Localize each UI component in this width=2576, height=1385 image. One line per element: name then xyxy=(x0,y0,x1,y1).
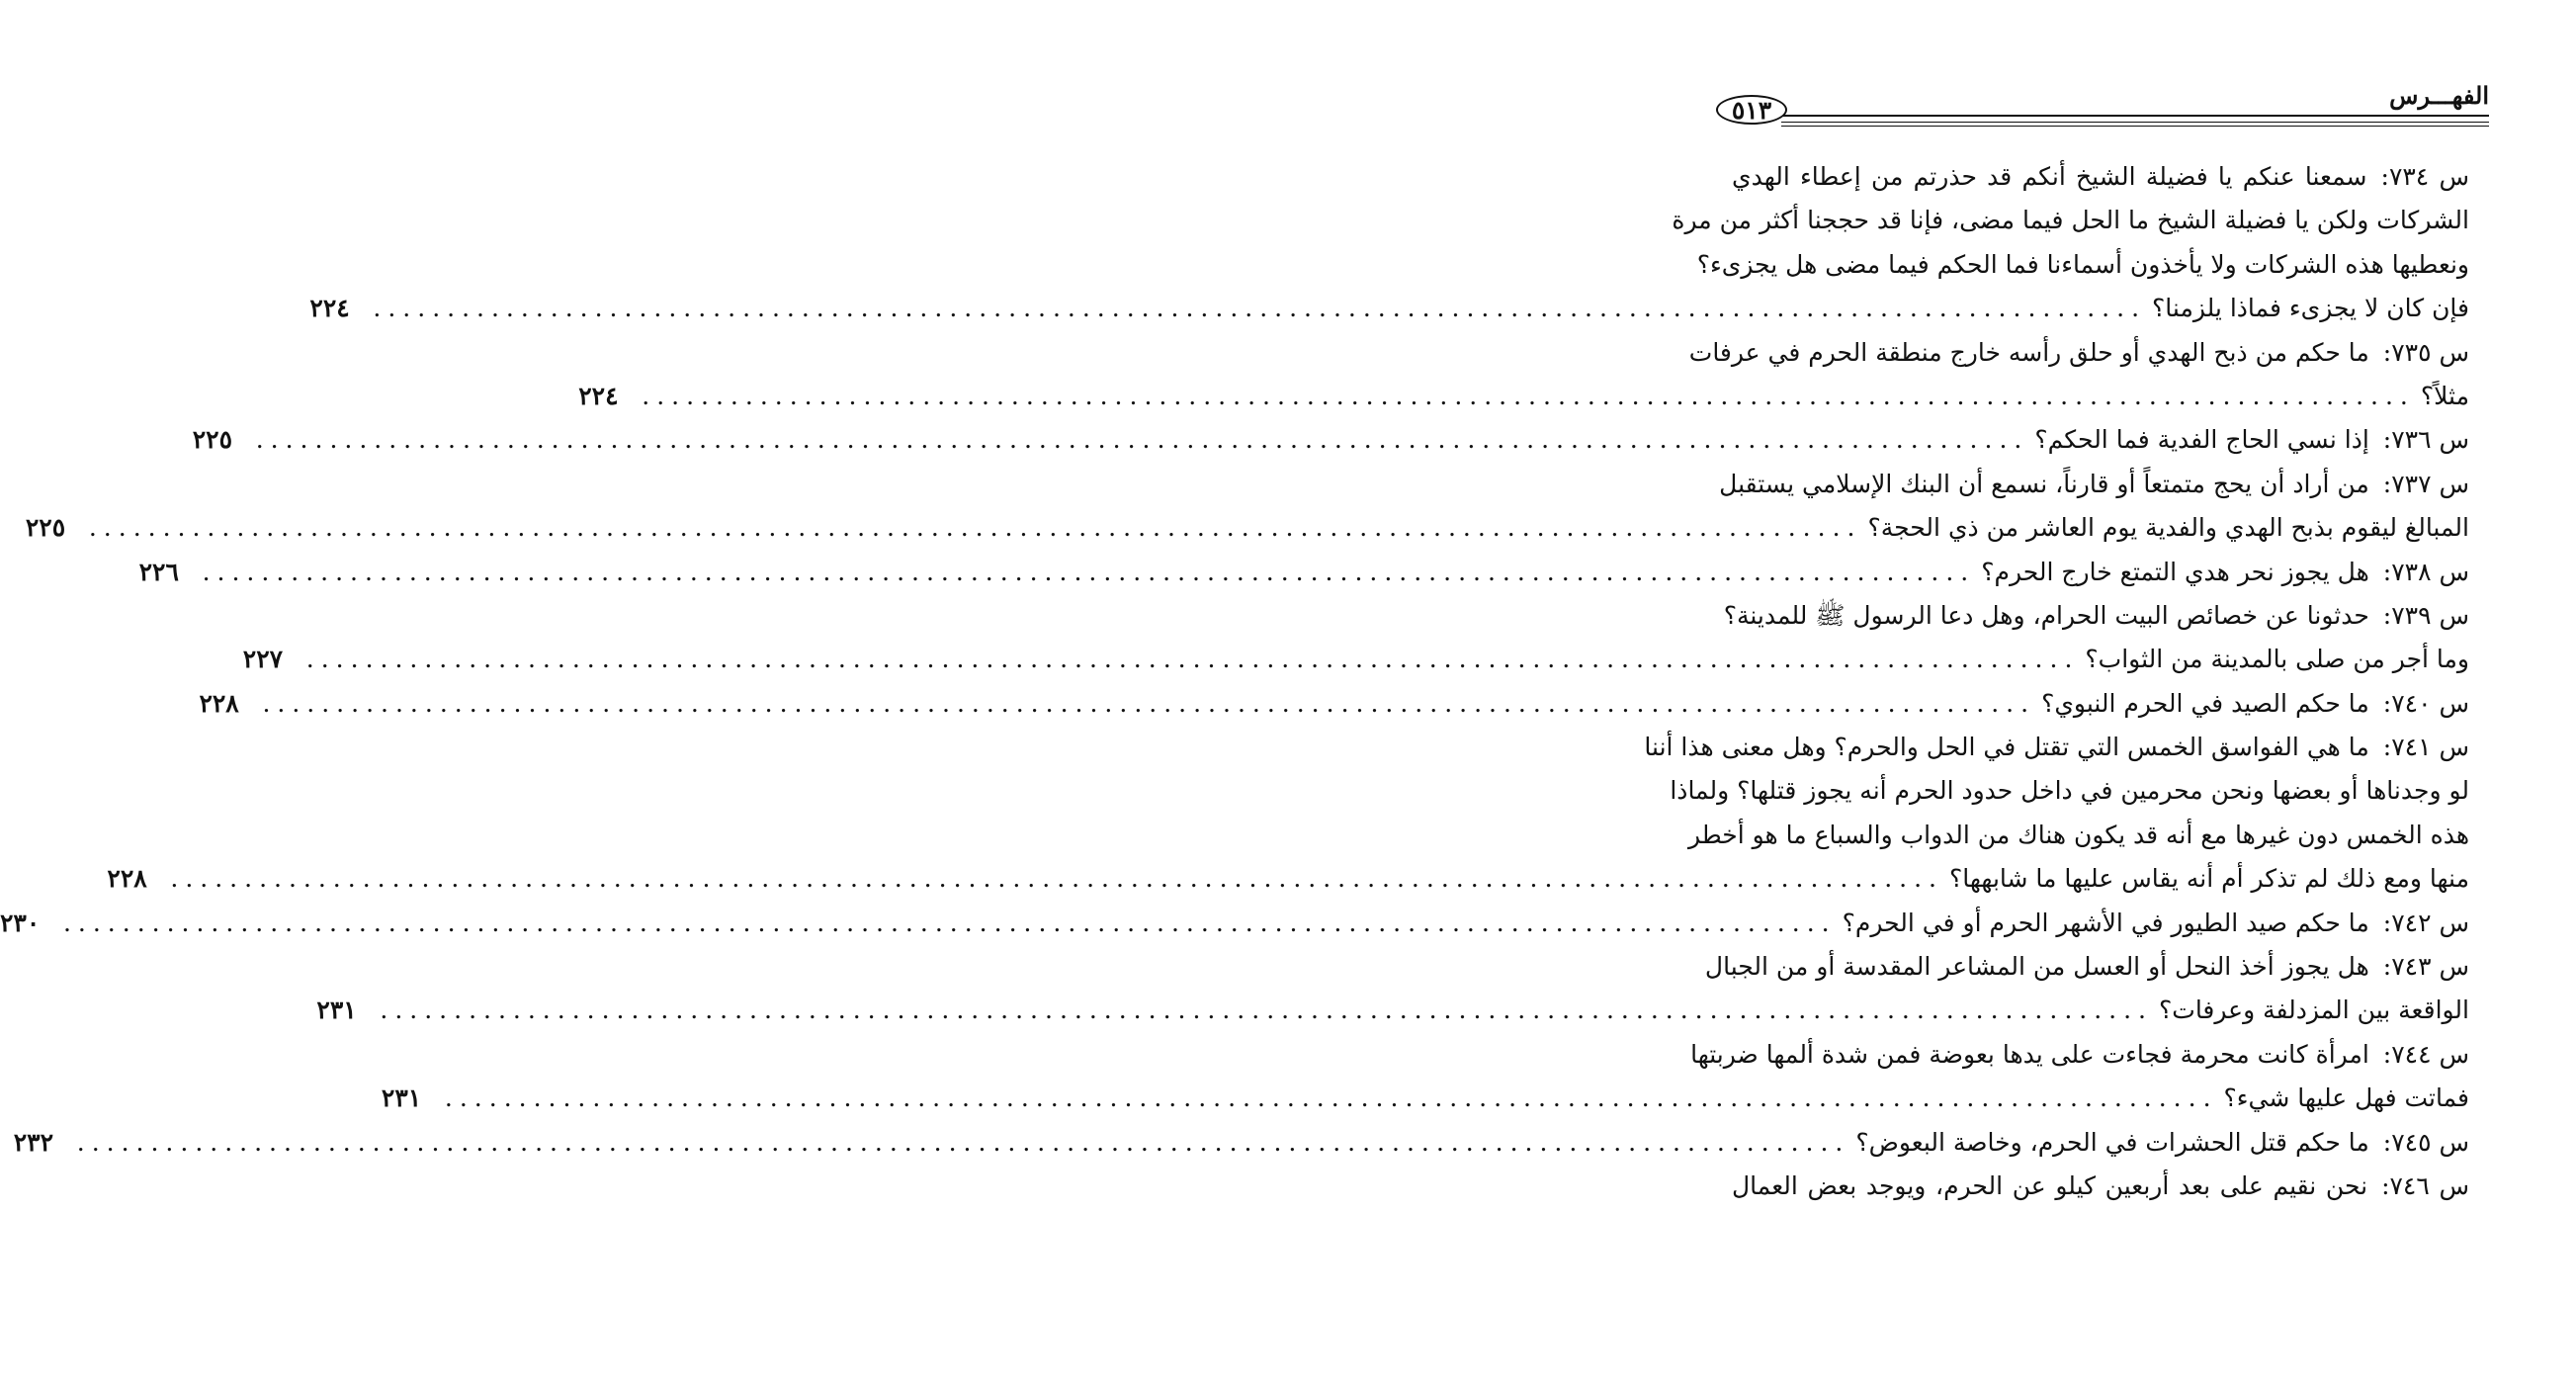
page-reference: ٢٢٤ xyxy=(309,294,350,323)
question-text-end: هل يجوز نحر هدي التمتع خارج الحرم؟ xyxy=(1981,557,2369,586)
header-title: الفهـــرس xyxy=(2381,81,2489,111)
entry-last-line xyxy=(578,375,2469,418)
header-rule-thin xyxy=(1781,126,2489,127)
question-number: س ٧٣٩: xyxy=(2382,600,2469,630)
index-entry xyxy=(242,594,2469,682)
page-reference: ٢٣١ xyxy=(316,995,357,1025)
question-text xyxy=(2159,989,2469,1032)
entry-text-line xyxy=(1732,1165,2469,1208)
question-text: سمعنا عنكم يا فضيلة الشيخ أنكم قد حذرتم من إعطاء الهدي xyxy=(1732,162,2367,191)
page-header xyxy=(1716,77,2489,129)
entry-last-line xyxy=(138,551,2469,594)
entry-last-line xyxy=(0,902,2469,945)
question-text: من أراد أن يحج متمتعاً أو قارناً، نسمع أن البنك الإسلامي يستقبل xyxy=(1719,469,2369,498)
header-rule xyxy=(1781,115,2489,123)
question-number: س ٧٤١: xyxy=(2382,733,2469,762)
index-entry xyxy=(138,551,2469,594)
dot-leader: ........................................................................................................................ xyxy=(202,557,1976,586)
index-entry xyxy=(0,902,2469,945)
question-text xyxy=(1949,857,2469,901)
entry-last-line xyxy=(192,418,2469,462)
entry-text-line xyxy=(1687,814,2469,857)
dot-leader: ........................................................................................................................ xyxy=(170,864,1944,894)
question-number: س ٧٤٢: xyxy=(2382,908,2469,937)
page-reference: ٢٢٤ xyxy=(578,381,619,410)
question-number: س ٧٤٤: xyxy=(2382,1039,2469,1069)
entry-text-line xyxy=(1670,769,2469,813)
page-number: ٥١٣ xyxy=(1731,95,1772,125)
index-entry xyxy=(25,463,2469,551)
question-text: نحن نقيم على بعد أربعين كيلو عن الحرم، ويوجد بعض العمال xyxy=(1732,1170,2368,1200)
entry-text-line xyxy=(1688,331,2469,375)
question-text: ونعطيها هذه الشركات ولا يأخذون أسماءنا فما الحكم فيما مضى هل يجزىء؟ xyxy=(1696,249,2469,279)
question-text: هل يجوز أخذ النحل أو العسل من المشاعر المقدسة أو من الجبال xyxy=(1704,952,2369,982)
question-text-end: ما حكم صيد الطيور في الأشهر الحرم أو في الحرم؟ xyxy=(1842,908,2369,937)
index-entry xyxy=(316,945,2469,1033)
dot-leader: ........................................................................................................................ xyxy=(642,381,2415,410)
page-reference: ٢٣٢ xyxy=(13,1127,54,1157)
entry-text-line xyxy=(1690,1033,2469,1077)
page-reference: ٢٣٠ xyxy=(0,908,41,937)
entry-text-line xyxy=(1696,243,2469,287)
question-number: س ٧٤٣: xyxy=(2382,952,2469,982)
dot-leader: ........................................................................................................................ xyxy=(262,688,2036,718)
question-number: س ٧٣٧: xyxy=(2382,469,2469,498)
question-number: س ٧٣٦: xyxy=(2382,425,2469,455)
entry-last-line xyxy=(107,857,2469,901)
question-number: س ٧٤٠: xyxy=(2382,688,2469,718)
question-text xyxy=(2034,418,2469,462)
entry-text-line xyxy=(1644,726,2469,769)
index-entry xyxy=(381,1033,2469,1121)
entry-last-line xyxy=(199,682,2469,726)
dot-leader: ........................................................................................................................ xyxy=(305,645,2080,674)
index-entry xyxy=(199,682,2469,726)
dot-leader: ........................................................................................................................ xyxy=(76,1127,1850,1157)
index-entry xyxy=(107,726,2469,902)
index-entry xyxy=(578,331,2469,419)
page-reference: ٢٢٨ xyxy=(199,688,239,718)
question-number: س ٧٤٥: xyxy=(2382,1127,2469,1157)
question-text-end: وما أجر من صلى بالمدينة من الثواب؟ xyxy=(2085,645,2469,674)
question-text xyxy=(2224,1077,2469,1120)
question-text-end: إذا نسي الحاج الفدية فما الحكم؟ xyxy=(2034,425,2369,455)
question-text-end: المبالغ ليقوم بذبح الهدي والفدية يوم العاشر من ذي الحجة؟ xyxy=(1867,513,2469,543)
page-reference: ٢٢٨ xyxy=(107,864,147,894)
question-text-end: منها ومع ذلك لم تذكر أم أنه يقاس عليها ما شابهها؟ xyxy=(1949,864,2469,894)
entry-text-line xyxy=(1704,945,2469,989)
question-text: ما هي الفواسق الخمس التي تقتل في الحل والحرم؟ وهل معنى هذا أننا xyxy=(1644,733,2369,762)
page-reference: ٢٢٦ xyxy=(138,557,179,586)
entry-last-line xyxy=(381,1077,2469,1120)
question-text-end: ما حكم قتل الحشرات في الحرم، وخاصة البعوض؟ xyxy=(1855,1127,2369,1157)
question-text-end: فإن كان لا يجزىء فماذا يلزمنا؟ xyxy=(2152,294,2469,323)
question-text xyxy=(2152,287,2469,330)
question-text xyxy=(2421,375,2469,418)
index-entry xyxy=(13,1121,2469,1165)
question-text-end: فماتت فهل عليها شيء؟ xyxy=(2223,1083,2469,1113)
page-number-badge xyxy=(1716,95,1787,125)
question-number: س ٧٣٥: xyxy=(2382,337,2469,367)
index-entry xyxy=(309,155,2469,331)
question-text xyxy=(2085,638,2469,681)
question-text xyxy=(1843,902,2469,945)
entry-last-line xyxy=(25,506,2469,550)
entry-text-line xyxy=(1723,594,2469,638)
entry-last-line xyxy=(316,989,2469,1032)
dot-leader: ........................................................................................................................ xyxy=(255,425,2029,455)
index-list xyxy=(0,155,2469,1208)
entry-text-line xyxy=(1732,155,2469,199)
entry-text-line xyxy=(1719,463,2469,506)
question-text xyxy=(1855,1121,2469,1165)
page-reference: ٢٢٥ xyxy=(25,513,66,543)
dot-leader: ........................................................................................................................ xyxy=(380,995,2154,1025)
question-text: امرأة كانت محرمة فجاءت على يدها بعوضة فمن شدة ألمها ضربتها xyxy=(1690,1039,2369,1069)
question-text: هذه الخمس دون غيرها مع أنه قد يكون هناك من الدواب والسباع ما هو أخطر xyxy=(1687,820,2469,849)
page-reference: ٢٣١ xyxy=(381,1083,422,1113)
question-text: الشركات ولكن يا فضيلة الشيخ ما الحل فيما مضى، فإنا قد حججنا أكثر من مرة xyxy=(1672,206,2469,235)
question-text xyxy=(1867,506,2469,550)
dot-leader: ........................................................................................................................ xyxy=(373,294,2147,323)
index-entry xyxy=(1732,1165,2469,1208)
question-number: س ٧٤٦: xyxy=(2381,1170,2469,1200)
question-number: س ٧٣٨: xyxy=(2382,557,2469,586)
entry-last-line xyxy=(242,638,2469,681)
question-text xyxy=(2041,682,2469,726)
entry-text-line xyxy=(1672,199,2469,242)
entry-last-line xyxy=(309,287,2469,330)
index-entry xyxy=(192,418,2469,462)
question-text xyxy=(1981,551,2469,594)
question-text-end: مثلاً؟ xyxy=(2420,381,2469,410)
dot-leader: ........................................................................................................................ xyxy=(88,513,1862,543)
question-text-end: ما حكم الصيد في الحرم النبوي؟ xyxy=(2041,688,2369,718)
dot-leader: ........................................................................................................................ xyxy=(62,908,1837,937)
dot-leader: ........................................................................................................................ xyxy=(444,1083,2218,1113)
question-text: لو وجدناها أو بعضها ونحن محرمين في داخل حدود الحرم أنه يجوز قتلها؟ ولماذا xyxy=(1670,776,2469,806)
entry-last-line xyxy=(13,1121,2469,1165)
page-reference: ٢٢٥ xyxy=(192,425,233,455)
question-number: س ٧٣٤: xyxy=(2380,162,2469,191)
question-text-end: الواقعة بين المزدلفة وعرفات؟ xyxy=(2159,995,2469,1025)
page-reference: ٢٢٧ xyxy=(242,645,284,674)
question-text: ما حكم من ذبح الهدي أو حلق رأسه خارج منطقة الحرم في عرفات xyxy=(1688,337,2369,367)
question-text: حدثونا عن خصائص البيت الحرام، وهل دعا الرسول ﷺ للمدينة؟ xyxy=(1723,600,2369,630)
